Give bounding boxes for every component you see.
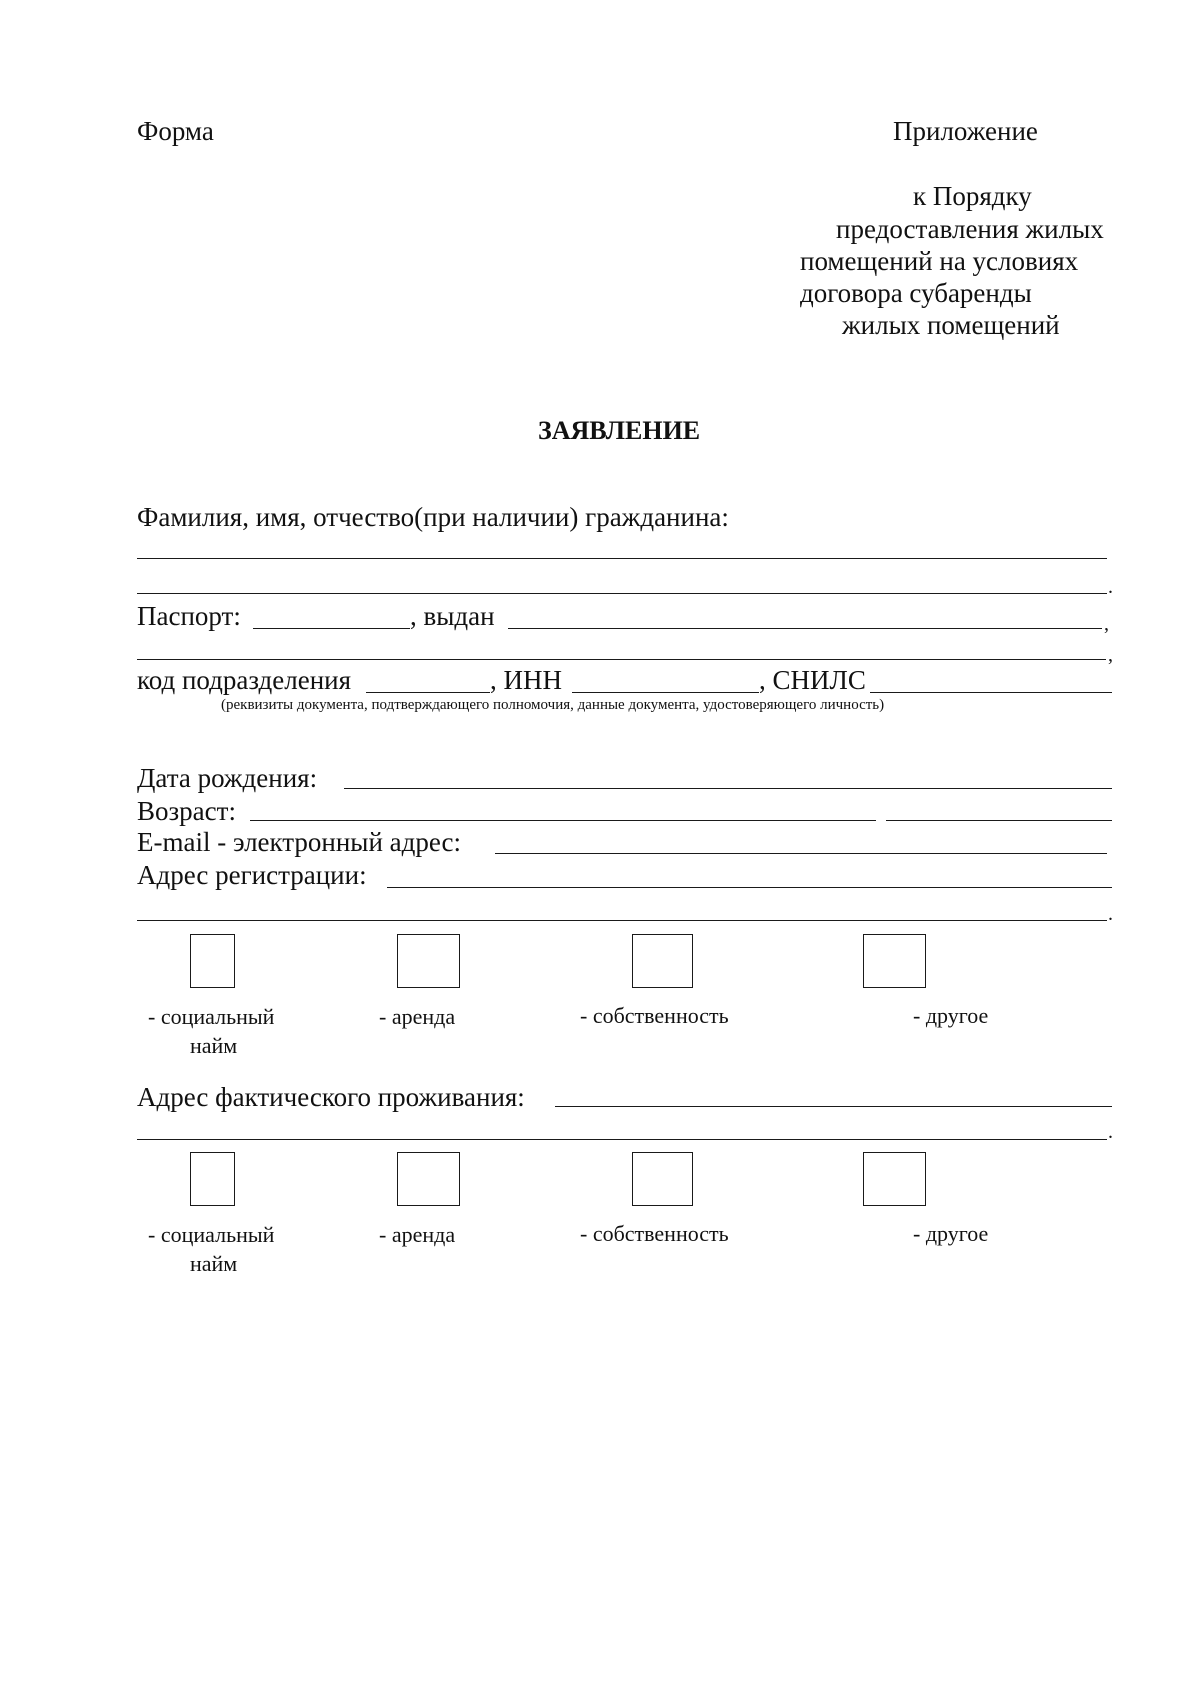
actual-ownership-label: - собственность bbox=[580, 1221, 729, 1246]
registration-other-label: - другое bbox=[913, 1003, 989, 1028]
passport-issued-by-input[interactable] bbox=[508, 628, 1102, 629]
age-label: Возраст: bbox=[137, 796, 236, 826]
fio-input-line-2[interactable] bbox=[137, 593, 1107, 594]
passport-number-input[interactable] bbox=[253, 628, 410, 629]
appendix-line-4: договора субаренды bbox=[800, 278, 1032, 308]
actual-address-label: Адрес фактического проживания: bbox=[137, 1082, 525, 1112]
appendix-line-1: к Порядку bbox=[913, 181, 1032, 211]
snils-label: , СНИЛС bbox=[759, 665, 866, 695]
registration-rent-checkbox[interactable] bbox=[397, 934, 460, 988]
passport-label: Паспорт: bbox=[137, 601, 241, 631]
actual-ownership-checkbox[interactable] bbox=[632, 1152, 693, 1206]
document-title: ЗАЯВЛЕНИЕ bbox=[538, 416, 701, 445]
actual-address-input[interactable] bbox=[555, 1106, 1112, 1107]
email-label: E-mail - электронный адрес: bbox=[137, 827, 462, 857]
actual-social-label-1: - социальный bbox=[148, 1222, 275, 1247]
registration-address-label: Адрес регистрации: bbox=[137, 860, 367, 890]
actual-address-input-2[interactable] bbox=[137, 1139, 1107, 1140]
actual-other-label: - другое bbox=[913, 1221, 989, 1246]
actual-rent-checkbox[interactable] bbox=[397, 1152, 460, 1206]
birth-date-input[interactable] bbox=[344, 788, 1112, 789]
registration-address-input[interactable] bbox=[387, 887, 1112, 888]
division-code-input[interactable] bbox=[366, 692, 490, 693]
registration-ownership-checkbox[interactable] bbox=[632, 934, 693, 988]
fio-input-line-1[interactable] bbox=[137, 558, 1107, 559]
inn-input[interactable] bbox=[572, 692, 759, 693]
actual-rent-label: - аренда bbox=[379, 1222, 456, 1247]
snils-input[interactable] bbox=[870, 692, 1112, 693]
requisites-note: (реквизиты документа, подтверждающего полномочия, данные документа, удостоверяющего личность) bbox=[221, 697, 885, 713]
division-code-label: код подразделения bbox=[137, 665, 352, 695]
age-input-2[interactable] bbox=[886, 820, 1112, 821]
passport-comma-2: , bbox=[1108, 644, 1113, 666]
actual-address-period: . bbox=[1108, 1121, 1113, 1143]
actual-other-checkbox[interactable] bbox=[863, 1152, 926, 1206]
issued-label: , выдан bbox=[410, 601, 495, 631]
birth-date-label: Дата рождения: bbox=[137, 763, 318, 793]
fio-period: . bbox=[1108, 576, 1113, 598]
actual-social-checkbox[interactable] bbox=[190, 1152, 235, 1206]
registration-social-label-1: - социальный bbox=[148, 1004, 275, 1029]
appendix-line-5: жилых помещений bbox=[842, 310, 1060, 340]
registration-social-label-2: найм bbox=[190, 1033, 238, 1058]
fio-label: Фамилия, имя, отчество(при наличии) гражданина: bbox=[137, 502, 729, 532]
age-input[interactable] bbox=[250, 820, 876, 821]
appendix-title: Приложение bbox=[893, 116, 1038, 146]
registration-address-period: . bbox=[1108, 903, 1113, 925]
appendix-line-3: помещений на условиях bbox=[800, 246, 1079, 276]
passport-comma: , bbox=[1104, 613, 1109, 635]
registration-social-checkbox[interactable] bbox=[190, 934, 235, 988]
registration-rent-label: - аренда bbox=[379, 1004, 456, 1029]
registration-other-checkbox[interactable] bbox=[863, 934, 926, 988]
appendix-line-2: предоставления жилых bbox=[836, 214, 1104, 244]
email-input[interactable] bbox=[495, 853, 1107, 854]
inn-label: , ИНН bbox=[490, 665, 562, 695]
passport-issued-by-input-2[interactable] bbox=[137, 659, 1106, 660]
registration-ownership-label: - собственность bbox=[580, 1003, 729, 1028]
form-label: Форма bbox=[137, 116, 214, 146]
registration-address-input-2[interactable] bbox=[137, 920, 1107, 921]
actual-social-label-2: найм bbox=[190, 1251, 238, 1276]
